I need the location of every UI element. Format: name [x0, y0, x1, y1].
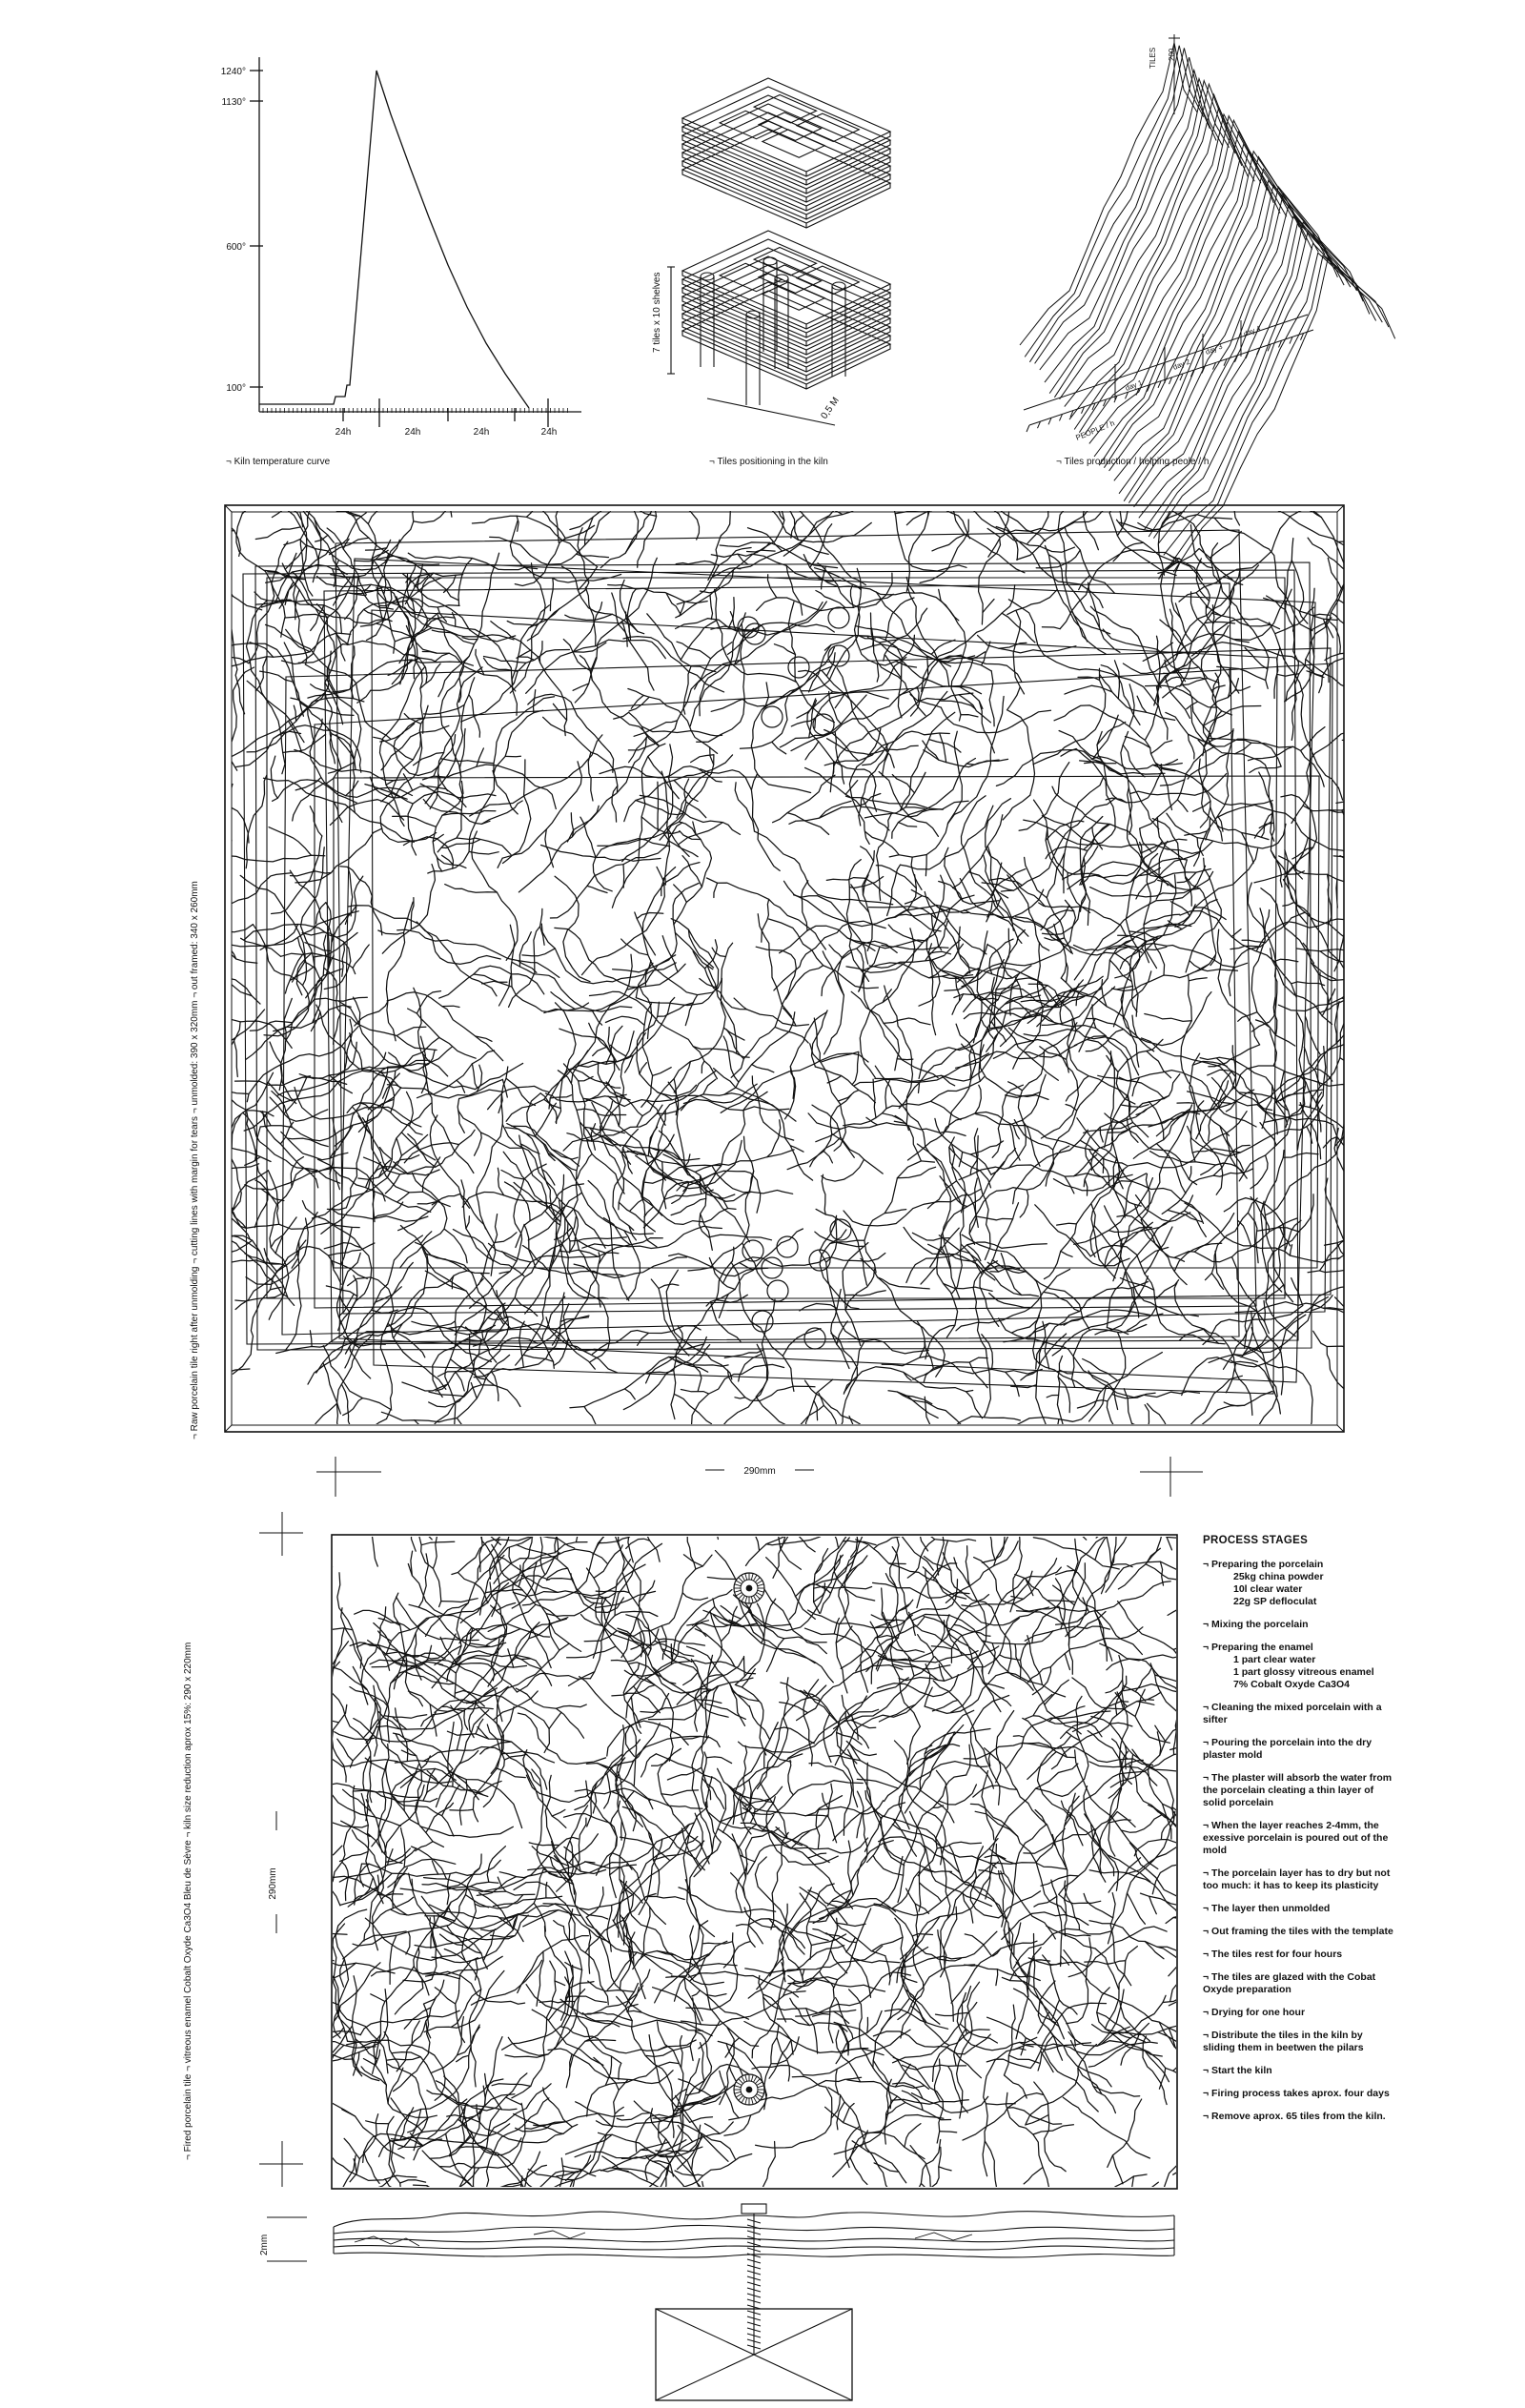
- ingredient-line: 7% Cobalt Oxyde Ca3O4: [1233, 1679, 1350, 1690]
- process-step-text: ¬ Mixing the porcelain: [1203, 1619, 1309, 1630]
- tile-section-detail: [334, 2204, 1174, 2400]
- time-tick-4: 24h: [540, 427, 558, 438]
- temp-tick-100: 100°: [226, 383, 246, 394]
- process-step-text: ¬ Out framing the tiles with the template: [1203, 1926, 1393, 1937]
- production-top-label: TILES: [1149, 47, 1157, 69]
- time-tick-1: 24h: [335, 427, 352, 438]
- kiln-shelves-diagram: [667, 78, 890, 425]
- ingredient-line: 1 part clear water: [1233, 1654, 1316, 1665]
- process-step-text: ¬ The layer then unmolded: [1203, 1903, 1331, 1914]
- temperature-curve: [259, 71, 529, 408]
- kiln-depth-label: 0,5 M: [819, 395, 842, 421]
- kiln-temperature-chart: [250, 57, 581, 427]
- process-step-text: ¬ Cleaning the mixed porcelain with a sifter: [1203, 1702, 1382, 1725]
- temp-tick-1130: 1130°: [221, 97, 246, 108]
- process-step: [1203, 2007, 1393, 2019]
- process-stages-panel: [1203, 1535, 1393, 2133]
- time-tick-2: 24h: [404, 427, 421, 438]
- process-step: [1203, 1737, 1393, 1762]
- process-step-text: ¬ Start the kiln: [1203, 2065, 1272, 2076]
- day-label-4: day 4: [1242, 323, 1262, 338]
- process-step: [1203, 2030, 1393, 2054]
- process-step: [1203, 2065, 1393, 2077]
- fixing-screw-positions: [734, 1573, 764, 2105]
- process-step-text: ¬ Distribute the tiles in the kiln by sliding them in beetwen the pilars: [1203, 2030, 1364, 2053]
- process-step-text: ¬ When the layer reaches 2-4mm, the exessive porcelain is poured out of the mold: [1203, 1820, 1389, 1856]
- process-step-text: ¬ The porcelain layer has to dry but not too much: it has to keep its plasticity: [1203, 1867, 1391, 1891]
- ingredient-line: 22g SP defloculat: [1233, 1596, 1317, 1607]
- production-axis-label: PEOPLE / h: [1074, 418, 1116, 442]
- kiln-caption: ¬ Tiles positioning in the kiln: [709, 457, 828, 467]
- process-step-text: ¬ The tiles are glazed with the Cobat Oxyde preparation: [1203, 1971, 1376, 1995]
- raw-tile-drawing: [109, 356, 1476, 1502]
- process-step: [1203, 1867, 1393, 1892]
- raw-tile-side-caption: ¬ Raw porcelain tile right after unmolding ¬ cutting lines with margin for tears ¬ unmolded: 390 x 320mm ¬ out framed: 340 x 260mm: [190, 881, 200, 1439]
- ingredient-line: 1 part glossy vitreous enamel: [1233, 1666, 1374, 1678]
- process-step: [1203, 1820, 1393, 1857]
- process-step-text: ¬ Firing process takes aprox. four days: [1203, 2088, 1390, 2099]
- production-top-value: 200: [1168, 48, 1176, 61]
- fired-tile-side-caption: ¬ Fired porcelain tile ¬ vitreous enamel Cobalt Oxyde Ca3O4 Bleu de Sèvre ¬ kiln size reduction aprox 15%: 290 x 220mm: [183, 1642, 193, 2160]
- process-step: [1203, 1642, 1393, 1691]
- production-caption: ¬ Tiles production / helping peole / h: [1056, 457, 1210, 467]
- fired-height-label: 290mm: [268, 1867, 278, 1900]
- temp-tick-1240: 1240°: [220, 67, 246, 77]
- process-step: [1203, 1702, 1393, 1726]
- process-step: [1203, 2111, 1393, 2123]
- process-step-text: ¬ Preparing the enamel: [1203, 1642, 1313, 1653]
- raw-width-label: 290mm: [743, 1466, 776, 1477]
- process-step: [1203, 1926, 1393, 1938]
- process-step-text: ¬ Remove aprox. 65 tiles from the kiln.: [1203, 2111, 1386, 2122]
- process-step: [1203, 1949, 1393, 1961]
- process-step-ingredients: [1203, 1571, 1393, 1608]
- fired-height-dimension: [259, 1512, 303, 2187]
- process-step-text: ¬ The tiles rest for four hours: [1203, 1949, 1343, 1960]
- temperature-caption: ¬ Kiln temperature curve: [226, 457, 331, 467]
- time-tick-3: 24h: [473, 427, 490, 438]
- process-step: [1203, 2088, 1393, 2100]
- process-step-text: ¬ Preparing the porcelain: [1203, 1559, 1324, 1570]
- day-label-2: day 2: [1171, 357, 1191, 372]
- raw-tile-outer-border: [225, 505, 1344, 1432]
- day-label-1: day 1: [1124, 378, 1144, 393]
- ingredient-line: 25kg china powder: [1233, 1571, 1324, 1582]
- kiln-side-label: 7 tiles x 10 shelves: [652, 272, 662, 353]
- process-heading: PROCESS STAGES: [1203, 1535, 1309, 1546]
- process-step: [1203, 1903, 1393, 1915]
- process-step: [1203, 1559, 1393, 1608]
- process-step-text: ¬ Drying for one hour: [1203, 2007, 1306, 2018]
- process-step-ingredients: [1203, 1654, 1393, 1691]
- section-thickness-label: 2mm: [259, 2234, 270, 2255]
- screw-head: [742, 2204, 766, 2214]
- day-label-3: day 3: [1204, 341, 1224, 357]
- process-step-text: ¬ Pouring the porcelain into the dry plaster mold: [1203, 1737, 1372, 1761]
- tiles-production-chart: [1020, 34, 1395, 572]
- process-step: [1203, 1619, 1393, 1631]
- process-step: [1203, 1971, 1393, 1996]
- process-step: [1203, 1772, 1393, 1809]
- raw-width-dimension: [316, 1457, 1203, 1497]
- fired-tile-drawing: [234, 1422, 1303, 2311]
- ingredient-line: 10l clear water: [1233, 1583, 1303, 1595]
- process-step-text: ¬ The plaster will absorb the water from the porcelain cleating a thin layer of solid porcelain: [1203, 1772, 1393, 1808]
- temp-tick-600: 600°: [226, 242, 246, 253]
